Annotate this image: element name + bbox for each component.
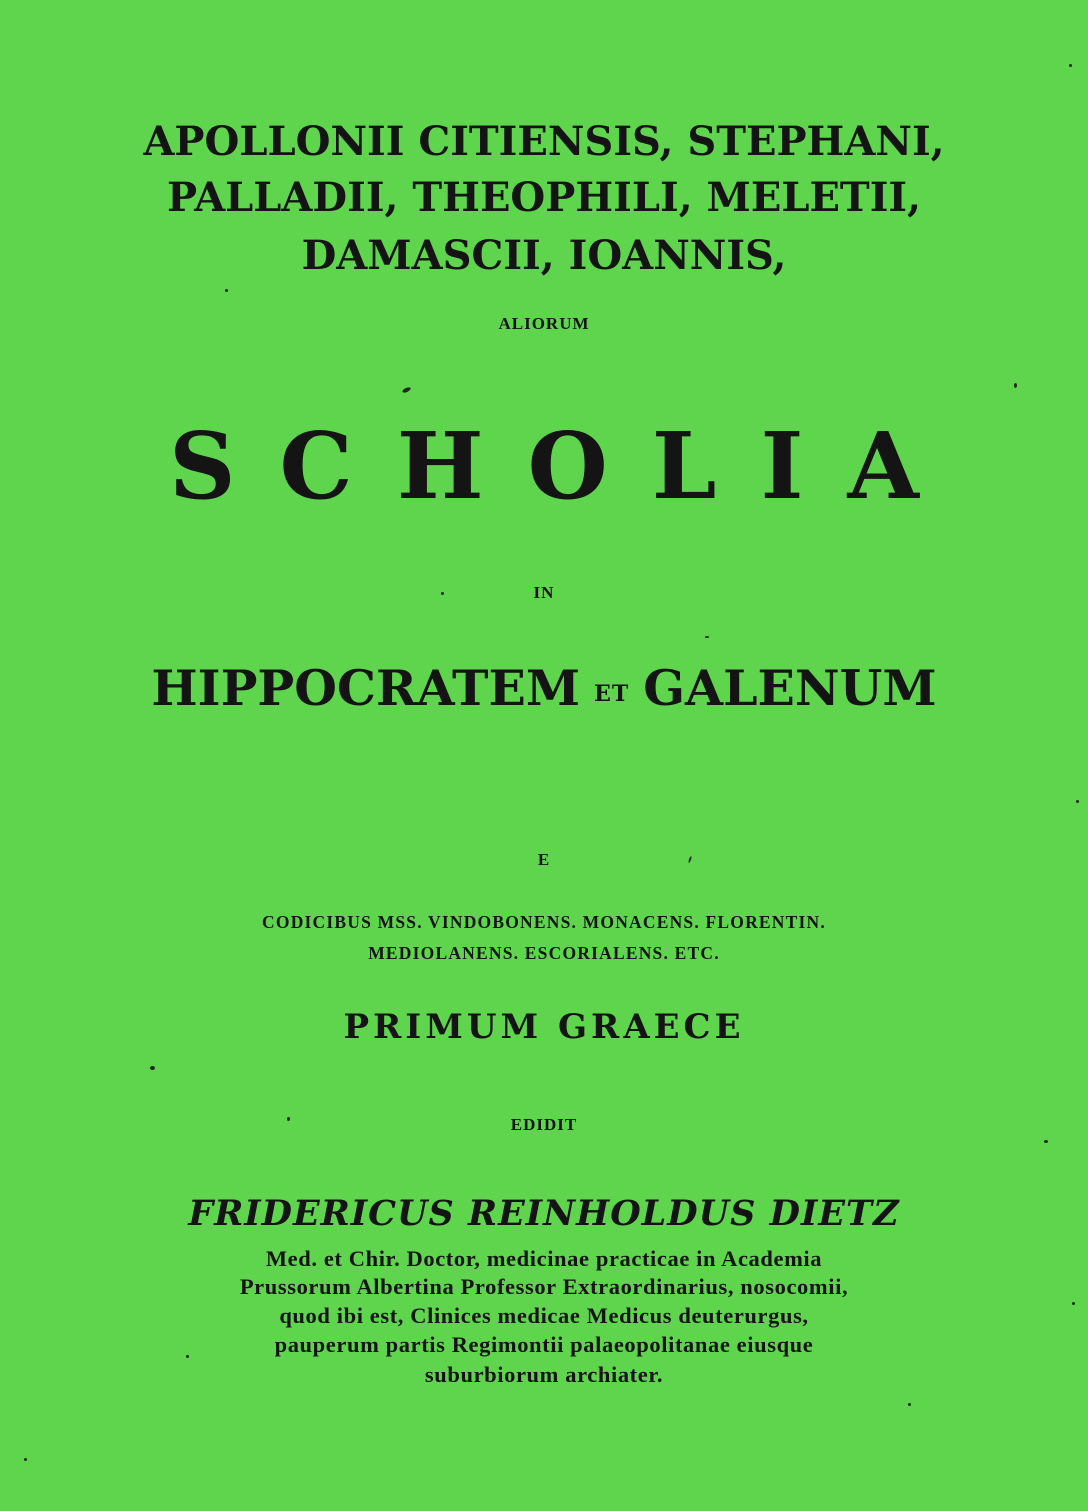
authors-line-3: DAMASCII, IOANNIS, — [301, 232, 787, 279]
bio-line-5: suburbiorum archiater. — [424, 1362, 664, 1387]
e-label: E — [537, 850, 551, 869]
ink-speck — [24, 1458, 27, 1461]
bio-line-3: quod ibi est, Clinices medicae Medicus deuterurgus, — [279, 1303, 809, 1328]
ink-speck — [705, 636, 709, 638]
codices-line-2: MEDIOLANENS. ESCORIALENS. ETC. — [368, 943, 720, 963]
subject-et: ET — [594, 681, 630, 707]
ink-speck — [287, 1117, 290, 1121]
ink-speck — [150, 1066, 155, 1070]
authors-line-2: PALLADII, THEOPHILI, MELETII, — [166, 174, 922, 221]
main-title: SCHOLIA — [169, 412, 963, 520]
ink-speck — [1014, 383, 1017, 388]
ink-speck — [908, 1403, 911, 1406]
ink-speck — [1069, 64, 1072, 67]
in-label: IN — [533, 583, 555, 602]
subject-line — [0, 659, 1088, 717]
authors-line-1: APOLLONII CITIENSIS, STEPHANI, — [143, 118, 945, 165]
ink-speck — [1044, 1140, 1048, 1143]
edidit-label: EDIDIT — [510, 1115, 578, 1134]
aliorum-label: ALIORUM — [498, 314, 590, 333]
primum-graece: PRIMUM GRAECE — [343, 1007, 745, 1047]
ink-speck — [441, 592, 444, 595]
ink-speck — [225, 289, 228, 292]
ink-speck — [402, 386, 412, 393]
bio-line-2: Prussorum Albertina Professor Extraordinarius, nosocomii, — [239, 1274, 849, 1299]
ink-speck — [1072, 1302, 1075, 1305]
bio-line-4: pauperum partis Regimontii palaeopolitanae eiusque — [274, 1332, 814, 1357]
ink-speck — [1076, 800, 1079, 803]
ink-speck — [186, 1355, 189, 1358]
codices-line-1: CODICIBUS MSS. VINDOBONENS. MONACENS. FLORENTIN. — [262, 912, 826, 932]
editor-name: FRIDERICUS REINHOLDUS DIETZ — [188, 1193, 900, 1234]
bio-line-1: Med. et Chir. Doctor, medicinae practicae in Academia — [265, 1246, 823, 1271]
subject-part-1: HIPPOCRATEM — [151, 659, 581, 717]
subject-part-2: GALENUM — [643, 659, 937, 717]
